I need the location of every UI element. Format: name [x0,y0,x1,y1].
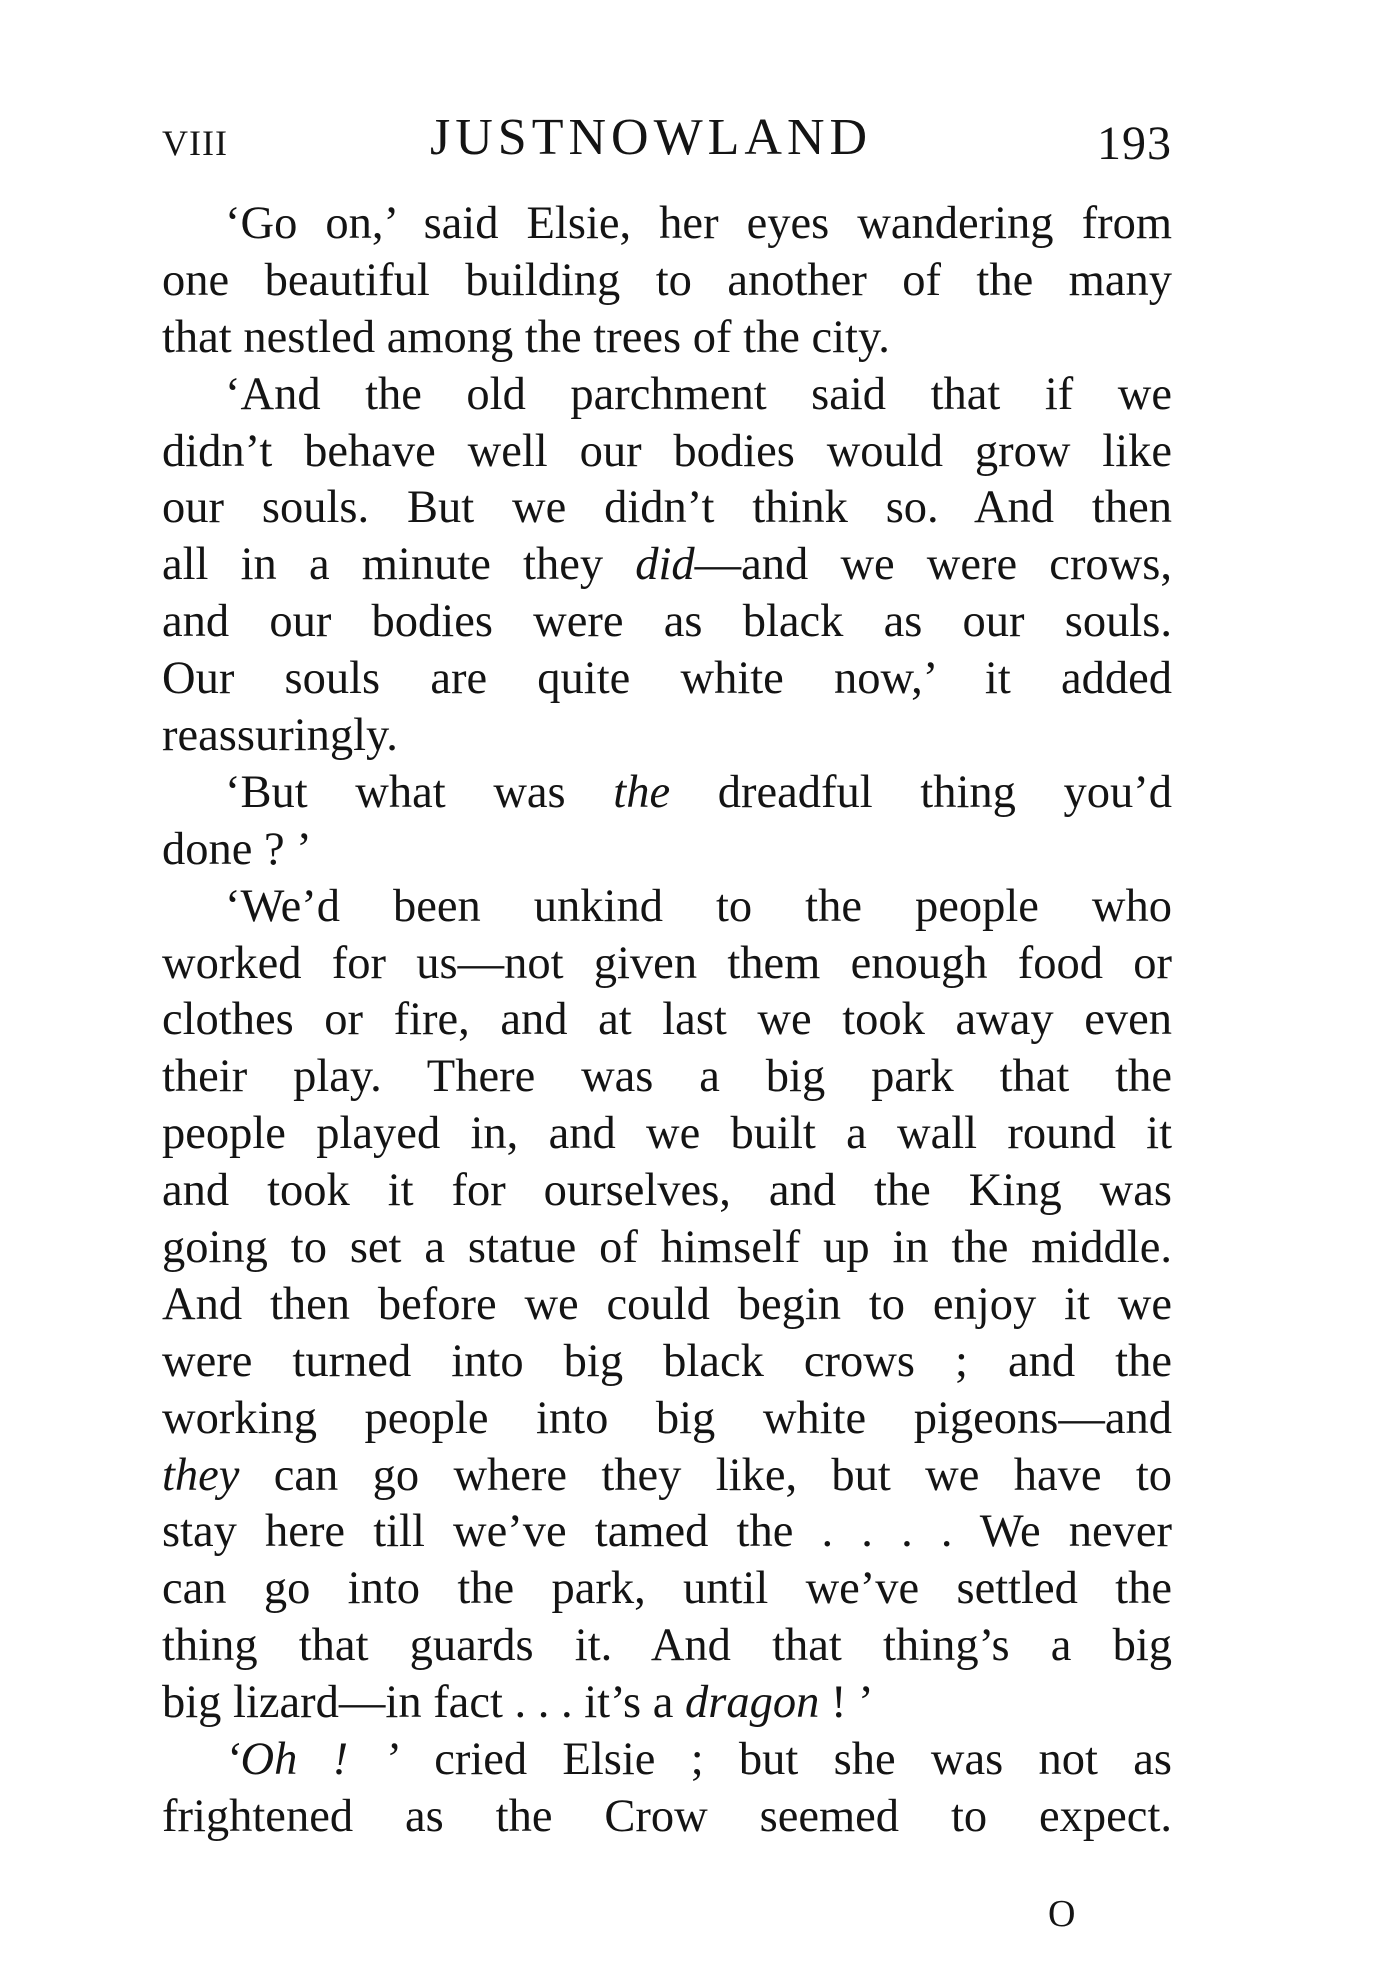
text-run: reassuringly. [162,710,398,762]
text-run: Our souls are quite white now,’ it added [162,653,1172,705]
text-line [162,651,1172,708]
text-run: thing that guards it. And that thing’s a big [162,1620,1172,1672]
text-run: worked for us—not given them enough food or [162,937,1172,989]
text-run: cried Elsie ; but she was not as [398,1734,1172,1786]
text-line [162,822,1172,879]
running-header [162,108,1172,168]
text-run: can go where they like, but we have to [239,1449,1172,1501]
text-line [162,1504,1172,1561]
text-line [162,708,1172,765]
text-run: didn’t behave well our bodies would grow like [162,425,1172,477]
running-title: JUSTNOWLAND [430,109,873,166]
text-line [162,1675,1172,1732]
italic-text: they [162,1449,240,1501]
chapter-number: VIII [162,123,228,163]
text-line [162,424,1172,481]
text-line [162,537,1172,594]
text-run: and took it for ourselves, and the King was [162,1165,1172,1217]
text-run: all in a minute they [162,539,636,591]
text-run: people played in, and we built a wall round it [162,1108,1172,1160]
text-line [162,1049,1172,1106]
text-run: ‘But what was [225,766,614,818]
text-line [162,879,1172,936]
text-line [162,992,1172,1049]
text-line [162,1561,1172,1618]
text-run: And then before we could begin to enjoy it we [162,1278,1172,1330]
italic-text: dragon [685,1677,820,1729]
text-line [162,1618,1172,1675]
text-run: working people into big white pigeons—and [162,1392,1172,1444]
text-line [162,367,1172,424]
text-line [162,765,1172,822]
text-line [162,1220,1172,1277]
text-run: —and we were crows, [694,539,1172,591]
text-run: ‘We’d been unkind to the people who [225,880,1172,932]
text-line [162,196,1172,253]
text-run: stay here till we’ve tamed the . . . . We never [162,1506,1172,1558]
text-run: and our bodies were as black as our souls. [162,596,1172,648]
text-line [162,1789,1172,1846]
signature-mark: O [1048,1893,1078,1935]
text-line [162,1163,1172,1220]
text-line [162,253,1172,310]
text-run: big lizard—in fact . . . it’s a [162,1677,685,1729]
text-run: going to set a statue of himself up in the middle. [162,1222,1172,1274]
text-run: were turned into big black crows ; and the [162,1335,1172,1387]
text-line [162,310,1172,367]
text-line [162,1448,1172,1505]
text-run: clothes or fire, and at last we took away even [162,994,1172,1046]
text-run: our souls. But we didn’t think so. And then [162,482,1172,534]
text-line [162,936,1172,993]
text-run: that nestled among the trees of the city. [162,311,890,363]
text-line [162,1277,1172,1334]
body-text [162,196,1172,1846]
text-run: dreadful thing you’d [670,766,1172,818]
text-run: can go into the park, until we’ve settled the [162,1563,1172,1615]
italic-text: did [635,539,695,591]
text-line [162,1106,1172,1163]
text-line [162,1391,1172,1448]
text-line [162,1334,1172,1391]
italic-text: the [613,766,671,818]
text-line [162,1732,1172,1789]
text-run: ‘Go on,’ said Elsie, her eyes wandering from [225,198,1172,249]
text-run: ‘And the old parchment said that if we [225,368,1172,420]
text-run: their play. There was a big park that the [162,1051,1172,1103]
text-run: frightened as the Crow seemed to expect. [162,1790,1172,1842]
text-run: done ? ’ [162,823,312,875]
text-line [162,594,1172,651]
page-number: 193 [1097,117,1172,170]
text-run: ! ’ [819,1677,874,1729]
italic-text: ‘Oh ! ’ [225,1734,399,1786]
text-run: one beautiful building to another of the many [162,254,1172,306]
text-line [162,480,1172,537]
